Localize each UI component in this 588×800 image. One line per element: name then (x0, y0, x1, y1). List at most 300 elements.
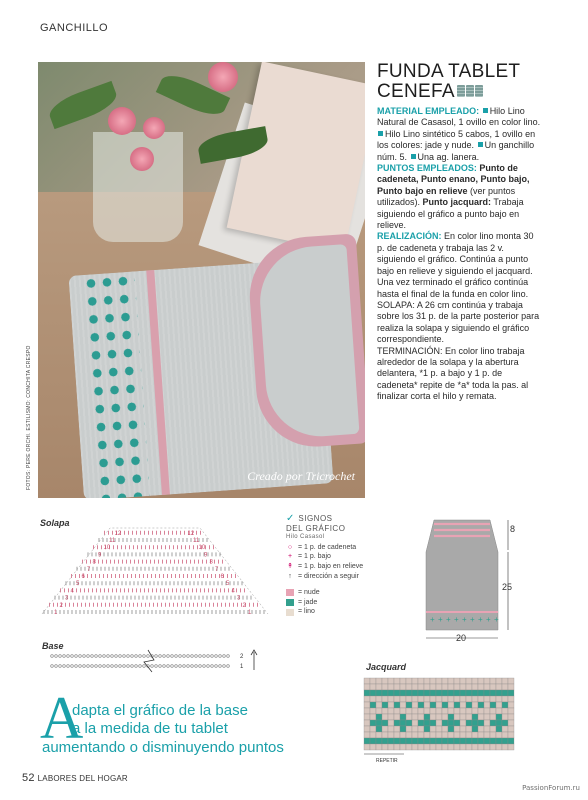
jade-cell (460, 738, 466, 744)
row-number: 10 (198, 545, 206, 552)
jade-cell (466, 738, 472, 744)
material-label: MATERIAL EMPLEADO: (377, 106, 480, 116)
lino-cell (364, 708, 370, 714)
lino-cell (388, 732, 394, 738)
lino-cell (466, 732, 472, 738)
lino-cell (484, 714, 490, 720)
legend-symbol-label: = dirección a seguir (298, 572, 359, 580)
chain-stitch (115, 655, 118, 658)
chain-stitch (155, 655, 158, 658)
jade-cell (502, 690, 508, 696)
lino-cell (490, 684, 496, 690)
row-number: 4 (231, 588, 235, 595)
row-number: 11 (193, 538, 200, 544)
jade-cell (442, 690, 448, 696)
jade-cell (376, 720, 382, 726)
jade-cell (496, 726, 502, 732)
lino-cell (436, 696, 442, 702)
chain-stitch (59, 655, 62, 658)
material-item: Una ag. lanera. (417, 151, 480, 162)
lino-cell (382, 696, 388, 702)
row-number: 8 (92, 559, 96, 566)
puntos-label: PUNTOS EMPLEADOS: (377, 163, 477, 174)
legend-color-row (286, 598, 363, 608)
chain-stitch (179, 655, 182, 658)
lino-cell (478, 684, 484, 690)
puntos-list: Punto de cadeneta, Punto enano, Punto bajo, Punto bajo en relieve (377, 163, 530, 196)
legend-title-1: SIGNOS (298, 514, 333, 523)
lino-cell (436, 684, 442, 690)
lino-cell (376, 678, 382, 684)
lino-cell (436, 732, 442, 738)
lino-cell (472, 684, 478, 690)
jade-cell (406, 702, 412, 708)
jade-cell (442, 738, 448, 744)
lino-cell (388, 726, 394, 732)
lino-cell (418, 732, 424, 738)
row-number: 1 (240, 664, 244, 670)
lino-cell (472, 702, 478, 708)
chain-stitch (51, 655, 54, 658)
chain-stitch (191, 655, 194, 658)
lino-cell (436, 744, 442, 750)
row-number: 12 (187, 530, 195, 537)
chain-stitch (111, 655, 114, 658)
chain-stitch (51, 665, 54, 668)
jade-cell (418, 702, 424, 708)
lino-cell (388, 702, 394, 708)
jade-cell (490, 738, 496, 744)
jade-motif: + (430, 615, 435, 624)
lino-cell (388, 714, 394, 720)
lino-cell (460, 696, 466, 702)
chain-stitch (215, 655, 218, 658)
chain-stitch (107, 655, 110, 658)
jade-cell (502, 702, 508, 708)
jade-cell (412, 738, 418, 744)
row-number: 2 (240, 654, 244, 660)
jade-cell (496, 714, 502, 720)
jade-cell (448, 720, 454, 726)
legend-symbol: ↟ (287, 562, 293, 570)
lino-cell (472, 732, 478, 738)
lino-cell (466, 714, 472, 720)
jade-cell (394, 738, 400, 744)
chain-stitch (79, 665, 82, 668)
chain-stitch (155, 665, 158, 668)
chain-stitch (143, 665, 146, 668)
chart-legend (286, 514, 363, 617)
row-number: 9 (98, 552, 102, 559)
chain-stitch (95, 665, 98, 668)
chain-stitch (119, 655, 122, 658)
material-item: Hilo Lino sintético 5 cabos, 1 ovillo en los colores: jade y nude. (377, 128, 536, 151)
lino-cell (454, 696, 460, 702)
jade-cell (394, 720, 400, 726)
jade-cell (454, 702, 460, 708)
lino-cell (496, 732, 502, 738)
jade-cell (508, 738, 514, 744)
lino-cell (418, 678, 424, 684)
lino-cell (442, 714, 448, 720)
size-schematic (418, 512, 528, 642)
chain-stitch (139, 665, 142, 668)
lino-cell (478, 678, 484, 684)
chain-stitch (195, 665, 198, 668)
chain-stitch (95, 655, 98, 658)
lino-cell (508, 720, 514, 726)
lino-cell (436, 726, 442, 732)
lino-cell (448, 708, 454, 714)
title-line-2: CENEFA (377, 81, 455, 103)
lino-cell (382, 714, 388, 720)
chain-stitch (63, 655, 66, 658)
lino-cell (490, 726, 496, 732)
row-number: 11 (109, 538, 116, 544)
lino-cell (376, 744, 382, 750)
row-number: 8 (209, 559, 213, 566)
jade-cell (370, 738, 376, 744)
chain-stitch (227, 665, 230, 668)
lino-cell (508, 744, 514, 750)
lino-cell (394, 744, 400, 750)
legend-symbol-row (286, 572, 363, 582)
chain-stitch (187, 655, 190, 658)
row-number: 4 (70, 588, 74, 595)
lino-cell (382, 684, 388, 690)
chain-stitch (143, 655, 146, 658)
lino-cell (508, 708, 514, 714)
lino-cell (460, 684, 466, 690)
lino-cell (460, 702, 466, 708)
chain-stitch (103, 655, 106, 658)
jade-cell (382, 702, 388, 708)
lino-cell (370, 708, 376, 714)
product-photo (38, 62, 365, 498)
row-number: 1 (248, 610, 252, 616)
lino-cell (466, 726, 472, 732)
chain-stitch (187, 665, 190, 668)
legend-swatch (286, 599, 294, 606)
jade-cell (496, 690, 502, 696)
lino-cell (508, 684, 514, 690)
jade-cell (406, 690, 412, 696)
lino-cell (490, 732, 496, 738)
chain-stitch (179, 665, 182, 668)
tagline-line-3: aumentando o disminuyendo puntos (42, 739, 284, 756)
lino-cell (448, 702, 454, 708)
legend-symbol: + (287, 553, 293, 561)
lino-cell (406, 708, 412, 714)
chain-stitch (227, 655, 230, 658)
lino-cell (376, 684, 382, 690)
chain-stitch (79, 655, 82, 658)
title-line-1: FUNDA TABLET (377, 61, 521, 82)
jade-cell (364, 738, 370, 744)
lino-cell (394, 684, 400, 690)
lino-cell (466, 708, 472, 714)
lino-cell (370, 696, 376, 702)
lino-cell (424, 696, 430, 702)
legend-subtitle: Hilo Casasol (286, 534, 325, 541)
lino-cell (460, 744, 466, 750)
jade-cell (466, 702, 472, 708)
lino-cell (400, 696, 406, 702)
chain-stitch (87, 655, 90, 658)
jade-cell (418, 690, 424, 696)
lino-cell (424, 702, 430, 708)
magazine-name: LABORES DEL HOGAR (37, 774, 128, 783)
jade-cell (400, 714, 406, 720)
lino-cell (436, 708, 442, 714)
chain-stitch (135, 665, 138, 668)
chain-stitch (71, 655, 74, 658)
chain-stitch (87, 665, 90, 668)
lino-cell (418, 684, 424, 690)
jade-motif: + (446, 615, 451, 624)
jade-cell (370, 720, 376, 726)
lino-cell (400, 732, 406, 738)
chain-stitch (159, 665, 162, 668)
row-number: 12 (114, 530, 122, 537)
jade-motif: + (462, 615, 467, 624)
row-number: 6 (220, 574, 224, 580)
lino-cell (394, 732, 400, 738)
row-number: 9 (204, 552, 208, 559)
photo-flower (208, 62, 238, 92)
lino-cell (502, 696, 508, 702)
jade-cell (406, 720, 412, 726)
lino-cell (436, 714, 442, 720)
lino-cell (472, 744, 478, 750)
jade-cell (472, 738, 478, 744)
lino-cell (412, 708, 418, 714)
jade-cell (448, 738, 454, 744)
lino-cell (478, 726, 484, 732)
chain-stitch (67, 655, 70, 658)
lino-cell (406, 714, 412, 720)
lino-cell (484, 744, 490, 750)
lino-cell (430, 696, 436, 702)
lino-cell (364, 720, 370, 726)
lino-cell (454, 726, 460, 732)
chain-stitch (183, 665, 186, 668)
lino-cell (388, 678, 394, 684)
jade-cell (478, 738, 484, 744)
jade-cell (502, 738, 508, 744)
chain-stitch (171, 665, 174, 668)
chain-stitch (207, 665, 210, 668)
lino-cell (376, 696, 382, 702)
lino-cell (424, 708, 430, 714)
row-number: 5 (76, 581, 80, 588)
lino-cell (478, 732, 484, 738)
row-number: 7 (215, 566, 219, 573)
lino-cell (502, 744, 508, 750)
lino-cell (394, 696, 400, 702)
jade-cell (382, 720, 388, 726)
jade-cell (448, 714, 454, 720)
chain-stitch (163, 665, 166, 668)
lino-cell (448, 744, 454, 750)
lino-cell (370, 684, 376, 690)
lino-cell (496, 678, 502, 684)
chain-stitch (199, 655, 202, 658)
lino-cell (460, 678, 466, 684)
legend-swatch (286, 589, 294, 596)
lino-cell (454, 732, 460, 738)
chain-stitch (211, 665, 214, 668)
lino-cell (448, 678, 454, 684)
chain-stitch (131, 665, 134, 668)
lino-cell (478, 696, 484, 702)
jade-cell (490, 720, 496, 726)
chain-stitch (99, 665, 102, 668)
lino-cell (412, 714, 418, 720)
jade-motif: + (486, 615, 491, 624)
check-icon: ✓ (286, 513, 295, 524)
lino-cell (382, 732, 388, 738)
instructions-text (377, 106, 541, 403)
chain-stitch (219, 655, 222, 658)
lino-cell (484, 720, 490, 726)
lino-cell (436, 678, 442, 684)
jade-cell (442, 702, 448, 708)
jade-cell (448, 726, 454, 732)
jade-cell (388, 738, 394, 744)
row-number: 3 (65, 595, 69, 602)
lino-cell (478, 708, 484, 714)
lino-cell (454, 714, 460, 720)
chain-stitch (127, 665, 130, 668)
lino-cell (430, 714, 436, 720)
lino-cell (508, 696, 514, 702)
lino-cell (406, 684, 412, 690)
tagline-line-1: dapta el gráfico de la base (72, 702, 248, 719)
page-number: 52 (22, 772, 35, 784)
lino-cell (418, 714, 424, 720)
jade-cell (502, 720, 508, 726)
legend-color-label: = lino (298, 608, 315, 616)
jade-cell (466, 690, 472, 696)
photo-flower (108, 107, 136, 135)
legend-symbol: ○ (287, 543, 293, 551)
lino-cell (436, 720, 442, 726)
lino-cell (394, 714, 400, 720)
legend-symbol-label: = 1 p. bajo en relieve (298, 562, 364, 570)
chain-stitch (211, 655, 214, 658)
chain-stitch (183, 655, 186, 658)
lino-cell (400, 708, 406, 714)
lino-cell (442, 732, 448, 738)
lino-cell (454, 684, 460, 690)
legend-color-label: = nude (298, 589, 320, 597)
jade-cell (424, 714, 430, 720)
lino-cell (418, 708, 424, 714)
chain-stitch (167, 655, 170, 658)
chain-stitch (199, 665, 202, 668)
jade-cell (508, 690, 514, 696)
base-chart (40, 648, 265, 674)
chain-stitch (127, 655, 130, 658)
base-caption: Base (42, 641, 64, 651)
jacquard-caption: Jacquard (366, 662, 407, 672)
lino-cell (394, 708, 400, 714)
lino-cell (430, 744, 436, 750)
lino-cell (508, 678, 514, 684)
lino-cell (496, 744, 502, 750)
tagline (40, 685, 350, 758)
lino-cell (430, 726, 436, 732)
jade-cell (472, 726, 478, 732)
lino-cell (490, 744, 496, 750)
break-mark (144, 650, 154, 672)
jade-motif: + (438, 615, 443, 624)
lino-cell (388, 744, 394, 750)
lino-cell (418, 744, 424, 750)
chain-stitch (147, 655, 150, 658)
row-number: 3 (237, 595, 241, 602)
lino-cell (448, 696, 454, 702)
lino-cell (508, 726, 514, 732)
lino-cell (406, 726, 412, 732)
lino-cell (412, 744, 418, 750)
jade-cell (430, 738, 436, 744)
jade-motif: + (494, 615, 499, 624)
material-item: Un ganchillo núm. 5. (377, 140, 535, 162)
lino-cell (490, 696, 496, 702)
chain-stitch (151, 665, 154, 668)
jade-cell (448, 690, 454, 696)
jade-cell (376, 726, 382, 732)
chain-stitch (195, 655, 198, 658)
chain-stitch (75, 665, 78, 668)
lino-cell (382, 726, 388, 732)
chain-stitch (115, 665, 118, 668)
lino-cell (418, 696, 424, 702)
lino-cell (466, 684, 472, 690)
jade-cell (370, 702, 376, 708)
jade-cell (436, 738, 442, 744)
jade-cell (376, 690, 382, 696)
legend-symbol-row (286, 543, 363, 553)
jade-cell (370, 690, 376, 696)
chain-stitch (219, 665, 222, 668)
bullet-icon (411, 154, 416, 159)
jade-cell (382, 690, 388, 696)
puntos-note: (ver puntos utilizados). (377, 185, 516, 208)
lino-cell (364, 684, 370, 690)
chain-stitch (123, 665, 126, 668)
jade-cell (400, 738, 406, 744)
lino-cell (472, 696, 478, 702)
jade-cell (412, 690, 418, 696)
jade-motif: + (478, 615, 483, 624)
lino-cell (466, 678, 472, 684)
chain-stitch (59, 665, 62, 668)
chain-stitch (223, 665, 226, 668)
lino-cell (448, 684, 454, 690)
legend-symbol-label: = 1 p. bajo (298, 553, 331, 561)
lino-cell (418, 726, 424, 732)
chain-stitch (67, 665, 70, 668)
lino-cell (502, 732, 508, 738)
jade-cell (442, 720, 448, 726)
solapa-text: SOLAPA: A 26 cm continúa y trabaja sobre los 31 p. de la parte posterior para realiza la solapa y siguiendo el gráfico correspondiente. (377, 299, 540, 345)
chain-stitch (171, 655, 174, 658)
row-number: 1 (54, 610, 58, 616)
jade-cell (496, 720, 502, 726)
